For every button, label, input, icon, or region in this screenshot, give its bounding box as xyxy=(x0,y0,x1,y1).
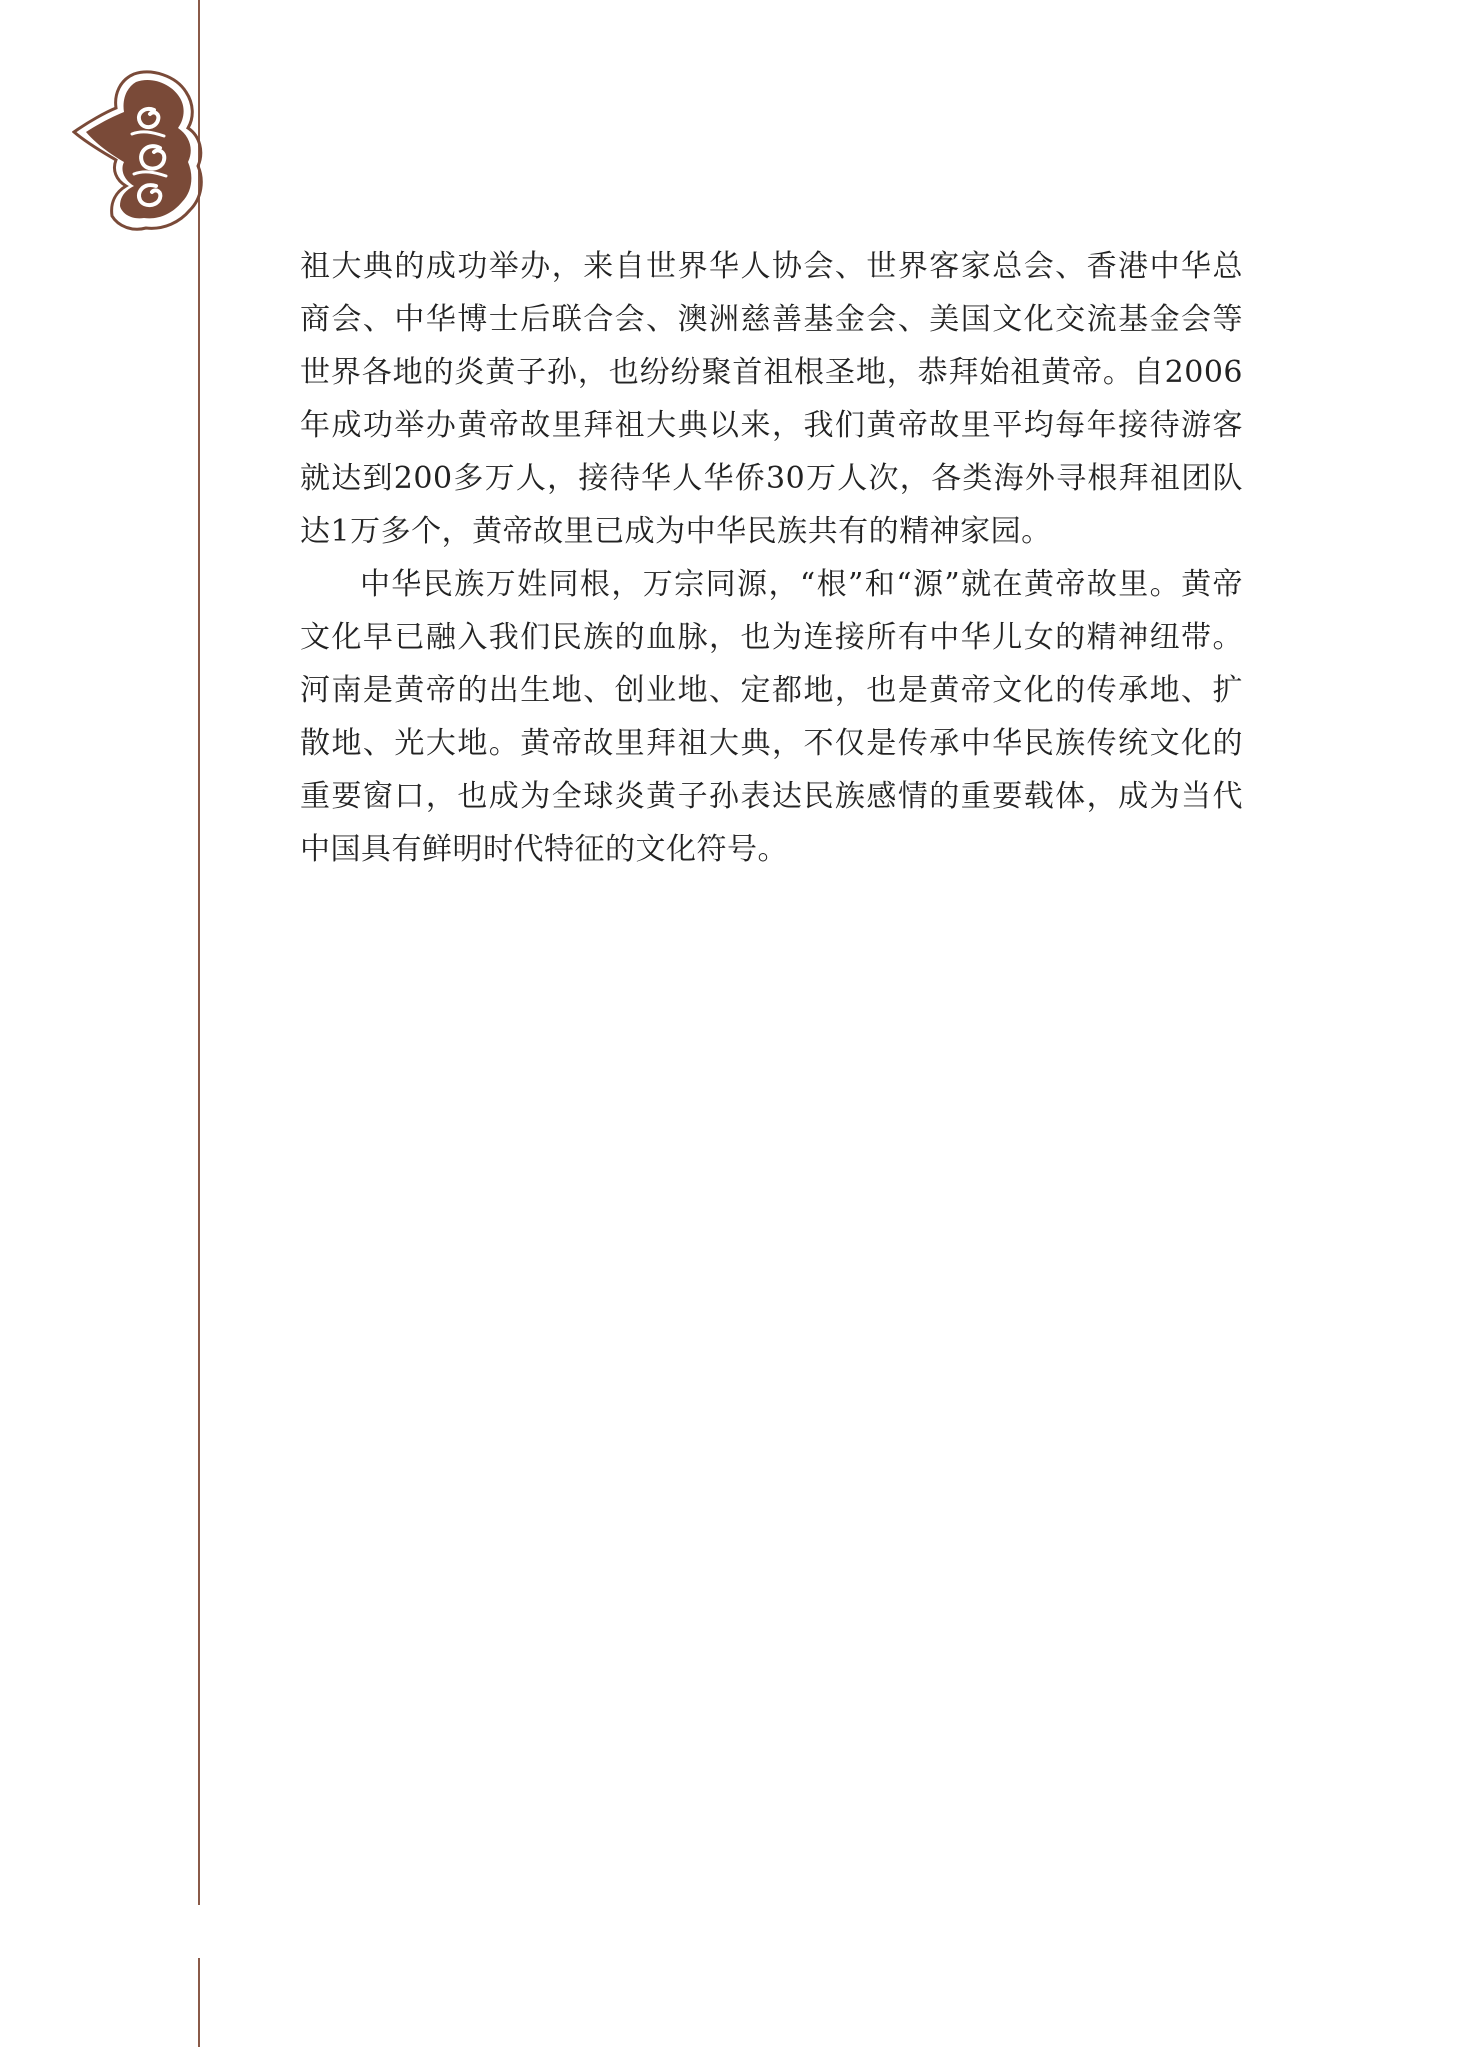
body-text xyxy=(300,240,1243,876)
auspicious-cloud-icon xyxy=(72,70,204,238)
margin-rule-top xyxy=(198,0,200,1905)
paragraph: 中华民族万姓同根，万宗同源，“根”和“源”就在黄帝故里。黄帝文化早已融入我们民族的血脉，也为连接所有中华儿女的精神纽带。河南是黄帝的出生地、创业地、定都地，也是黄帝文化的传承地、扩散地、光大地。黄帝故里拜祖大典，不仅是传承中华民族传统文化的重要窗口，也成为全球炎黄子孙表达民族感情的重要载体，成为当代中国具有鲜明时代特征的文化符号。 xyxy=(300,567,1243,867)
margin-rule-bottom xyxy=(198,1958,200,2047)
paragraph: 祖大典的成功举办，来自世界华人协会、世界客家总会、香港中华总商会、中华博士后联合会、澳洲慈善基金会、美国文化交流基金会等世界各地的炎黄子孙，也纷纷聚首祖根圣地，恭拜始祖黄帝。自2006年成功举办黄帝故里拜祖大典以来，我们黄帝故里平均每年接待游客就达到200多万人，接待华人华侨30万人次，各类海外寻根拜祖团队达1万多个，黄帝故里已成为中华民族共有的精神家园。 xyxy=(300,249,1243,549)
